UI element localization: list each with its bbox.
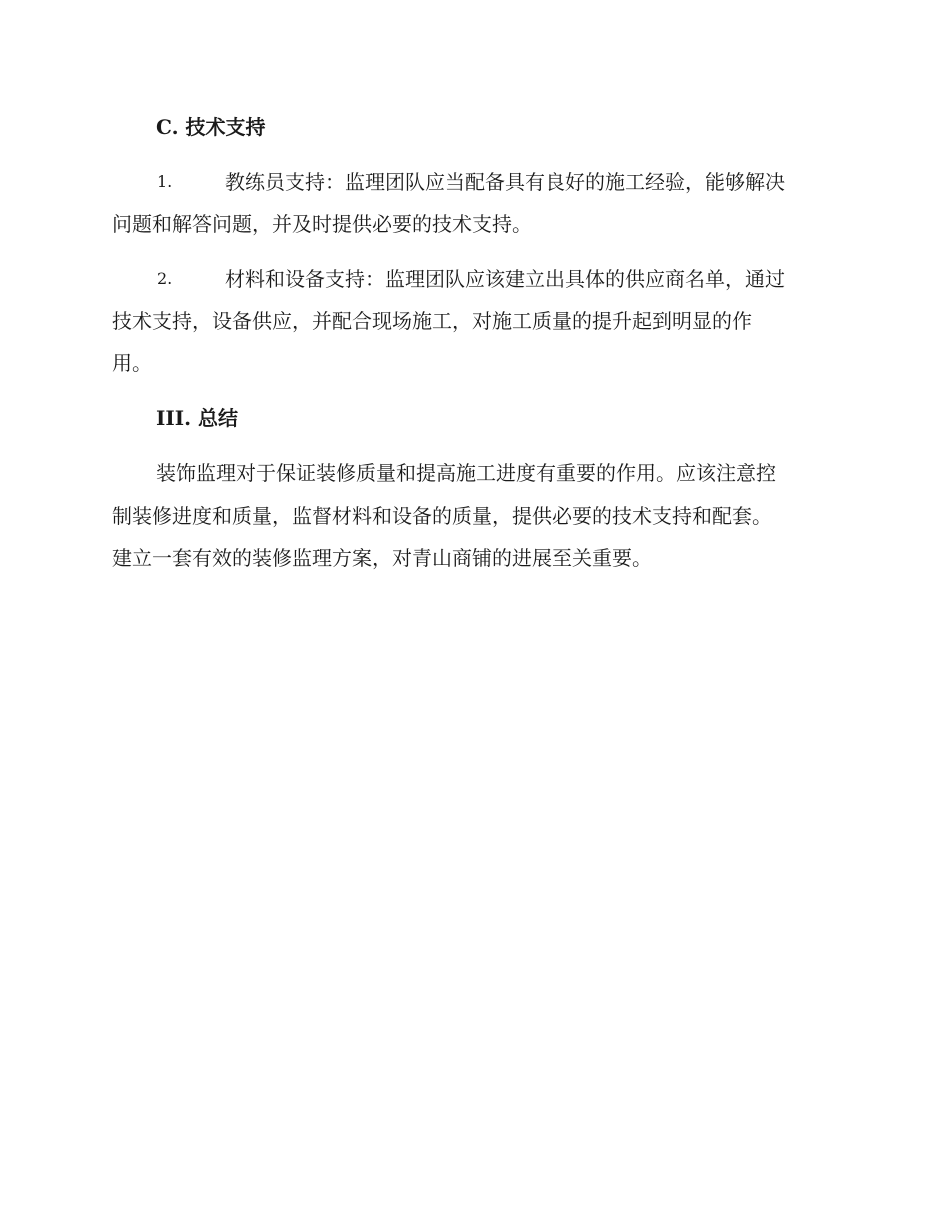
list-item-number: 2. xyxy=(157,269,173,288)
list-item-text-line: 问题和解答问题，并及时提供必要的技术支持。 xyxy=(112,212,532,236)
list-item-text-line: 用。 xyxy=(112,351,152,375)
list-item-text-line: 材料和设备支持：监理团队应该建立出具体的供应商名单，通过 xyxy=(225,267,785,291)
list-item-number: 1. xyxy=(157,172,173,191)
list-item-text-line: 教练员支持：监理团队应当配备具有良好的施工经验，能够解决 xyxy=(225,170,785,194)
summary-paragraph-line: 建立一套有效的装修监理方案，对青山商铺的进展至关重要。 xyxy=(112,546,652,570)
list-item-text-line: 技术支持，设备供应，并配合现场施工，对施工质量的提升起到明显的作 xyxy=(112,309,752,333)
summary-paragraph-line: 制装修进度和质量，监督材料和设备的质量，提供必要的技术支持和配套。 xyxy=(112,504,772,528)
summary-paragraph-line: 装饰监理对于保证装修质量和提高施工进度有重要的作用。应该注意控 xyxy=(156,461,776,485)
subsection-heading: C. 技术支持 xyxy=(156,115,266,139)
section-heading: III. 总结 xyxy=(156,406,238,430)
